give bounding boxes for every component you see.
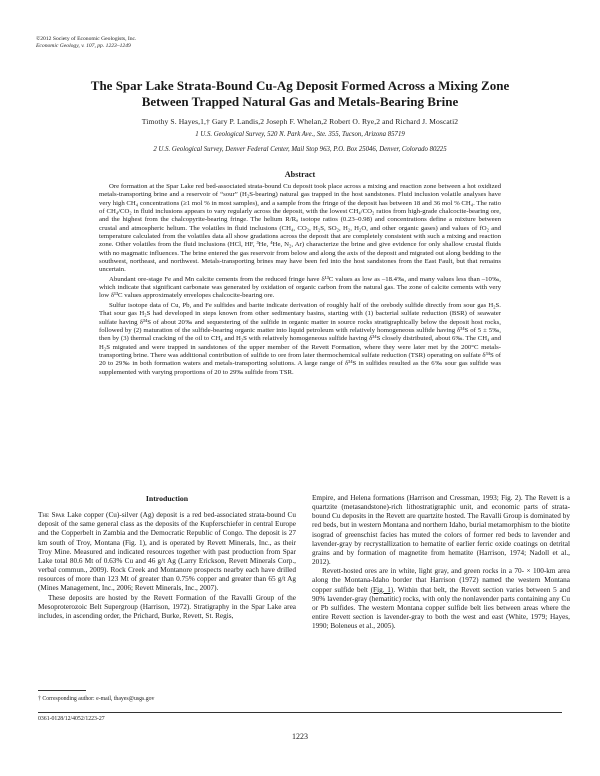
affiliation-2: 2 U.S. Geological Survey, Denver Federal Center, Mail Stop 963, P.O. Box 25046, Denver, Colorado 80225 [153, 146, 447, 153]
abstract-heading: Abstract [284, 170, 316, 179]
intro-lead-in: The Spar [38, 511, 65, 520]
intro-paragraph: Empire, and Helena formations (Harrison and Cressman, 1993; Fig. 2). The Revett is a quartzite (metasandstone)-rich lithostratigraphic unit, and economic parts of strata-bound Cu deposits in the Revett are quartzite hosted. The Ravalli Group is dominated by red beds, but in western Montana and northern Idaho, burial metamorphism to the biotite isograd of greenschist facies has muted the colors of former red beds to lavender and lavender-gray by recrystallization to hematite of earlier ferric oxide coatings on detrital grains and by formation of magnetite from hematite (Harrison, 1974; Nadoll et al., 2012). [312, 494, 570, 567]
figure-reference-link[interactable]: (Fig. 1) [370, 585, 394, 594]
copyright-line: ©2012 Society of Economic Geologists, Inc. [36, 36, 137, 42]
intro-text: Lake copper (Cu)-silver (Ag) deposit is a red bed-associated strata-bound Cu deposit of the same general class as the deposits of the Kupferschiefer in central Europe and the Copperbelt in Zambia and the Democratic Republic of Congo. The deposit is 27 km south of Troy, Montana (Fig. 1), and is operated by Revett Minerals, Inc., as their Troy Mine. Measured and indicated resources together with past production from Spar Lake total 80.6 Mt of 0.63% Cu and 46 g/t Ag (Larry Erickson, Revett Minerals Corp., verbal commun., 2009). Rock Creek and Montanore prospects nearby each have drilled resources of more than 123 Mt of greater than 0.75% copper and greater than 65 g/t Ag (Mines Management, Inc., 2006; Revett Minerals, Inc., 2007). [38, 511, 296, 593]
left-column [38, 494, 296, 621]
footnote-divider [38, 690, 86, 691]
abstract-body [99, 183, 501, 378]
page-number: 1223 [292, 732, 308, 741]
journal-citation: Economic Geology, v. 107, pp. 1223–1249 [36, 43, 131, 49]
intro-text: Revett-hosted ores are in white, light gray, and green rocks in a 70- × 100-km area along the Montana-Idaho border that Harrison (1972) named the western Montana copper sulfide belt [312, 567, 570, 594]
footer-divider [38, 712, 562, 713]
intro-paragraph: These deposits are hosted by the Revett Formation of the Ravalli Group of the Mesoproterozoic Belt Supergroup (Harrison, 1972). Stratigraphy in the Spar Lake area includes, in ascending order, the Prichard, Burke, Revett, St. Regis, [38, 593, 296, 620]
right-column [312, 494, 570, 631]
title-line-1: The Spar Lake Strata-Bound Cu-Ag Deposit Formed Across a Mixing Zone [90, 78, 510, 93]
intro-text: . Within that belt, the Revett section varies between 5 and 90% lavender-gray (hematitic) rocks, with only the nonlavender parts containing any Cu or Pb sulfides. The western Montana copper sulfide belt lies between areas where the entire Revett section is lavender-gray to both the west and east (White, 1979; Hayes, 1990; Boleneus et al., 2005). [312, 585, 570, 631]
abstract-paragraph: Abundant ore-stage Fe and Mn calcite cements from the reduced fringe have δ¹³C values as low as –18.4‰, and many values less than –10‰, which indicate that significant carbonate was generated by oxidation of organic carbon from the natural gas. The zone of calcite cements with very low δ¹³C values approximately envelopes chalcocite-bearing ore. [99, 275, 501, 300]
paper-title [40, 78, 560, 110]
abstract-paragraph: Ore formation at the Spar Lake red bed-associated strata-bound Cu deposit took place across a mixing and reaction zone between a hot oxidized metals-transporting brine and a reservoir of “sour” (H₂S-bearing) natural gas trapped in the host sandstones. Fluid inclusion volatile analyses have very high CH₄ concentrations (≥1 mol % in most samples), and a sample from the fringe of the deposit has between 18 and 36 mol % CH₄. The ratio of CH₄/CO₂ in fluid inclusions appears to vary regularly across the deposit, with the lowest CH₄/CO₂ ratios from high-grade chalcocite-bearing ore, and the highest from the chalcopyrite-bearing fringe. The helium R/Rₐ isotope ratios (0.23–0.98) and concentrations define a mixture between crustal and atmospheric helium. The volatiles in fluid inclusions (CH₄, CO₂, H₂S, SO₂, H₂, H₂O, and other organic gases) and values of fO₂ and temperature calculated from the volatiles data all show gradations across the deposit that are completely consistent with such a mixing and reaction zone. Other volatiles from the fluid inclusions (HCl, HF, ³He, ⁴He, N₂, Ar) characterize the brine and give evidence for only shallow crustal fluids with no magmatic influences. The brine entered the gas reservoir from below and along the axis of the deposit and migrated out along bedding to the southwest, northeast, and northwest. Metals-transporting brines may have been fed into the host sandstones from the East Fault, but that remains uncertain. [99, 183, 501, 274]
title-line-2: Between Trapped Natural Gas and Metals-Bearing Brine [141, 94, 459, 109]
copyright-notice [36, 36, 136, 50]
issn-line: 0361-0128/12/4052/1223-27 [38, 716, 105, 722]
intro-paragraph [312, 567, 570, 631]
introduction-heading: Introduction [145, 494, 189, 503]
intro-paragraph [38, 511, 296, 593]
corresponding-author-footnote: † Corresponding author: e-mail, thayes@usgs.gov [38, 696, 155, 702]
affiliation-1: 1 U.S. Geological Survey, 520 N. Park Ave., Ste. 355, Tucson, Arizona 85719 [195, 131, 405, 138]
author-list: Timothy S. Hayes,1,† Gary P. Landis,2 Joseph F. Whelan,2 Robert O. Rye,2 and Richard J. Moscati2 [141, 117, 459, 126]
abstract-paragraph: Sulfur isotope data of Cu, Pb, and Fe sulfides and barite indicate derivation of roughly half of the orebody sulfide directly from sour gas H₂S. That sour gas H₂S had developed in steps known from other sedimentary basins, starting with (1) bacterial sulfate reduction (BSR) of seawater sulfate having δ³⁴S of about 20‰ and sequestering of the sulfide in organic matter in source rocks stratigraphically below the deposit host rocks, followed by (2) maturation of the sulfide-bearing organic matter into liquid petroleum with relatively homogeneous sulfide having δ³⁴S of 5 ± 5‰, then by (3) thermal cracking of the oil to CH₄ and H₂S with relatively homogeneous sulfide having δ³⁴S closely distributed, about 6‰. The CH₄ and H₂S migrated and were trapped in sandstones of the upper member of the Revett Formation, where they were later met by the 200°C metals-transporting brine. There was additional contribution of sulfide to ore from later thermochemical sulfate reduction (TSR) operating on sulfate δ³⁴S of 20 to 29‰ in both formation waters and metals-transporting solutions. A large range of δ³⁴S in sulfides resulted as the 6‰ sour gas sulfide was supplemented with varying proportions of 20 to 29‰ sulfide from TSR. [99, 301, 502, 376]
